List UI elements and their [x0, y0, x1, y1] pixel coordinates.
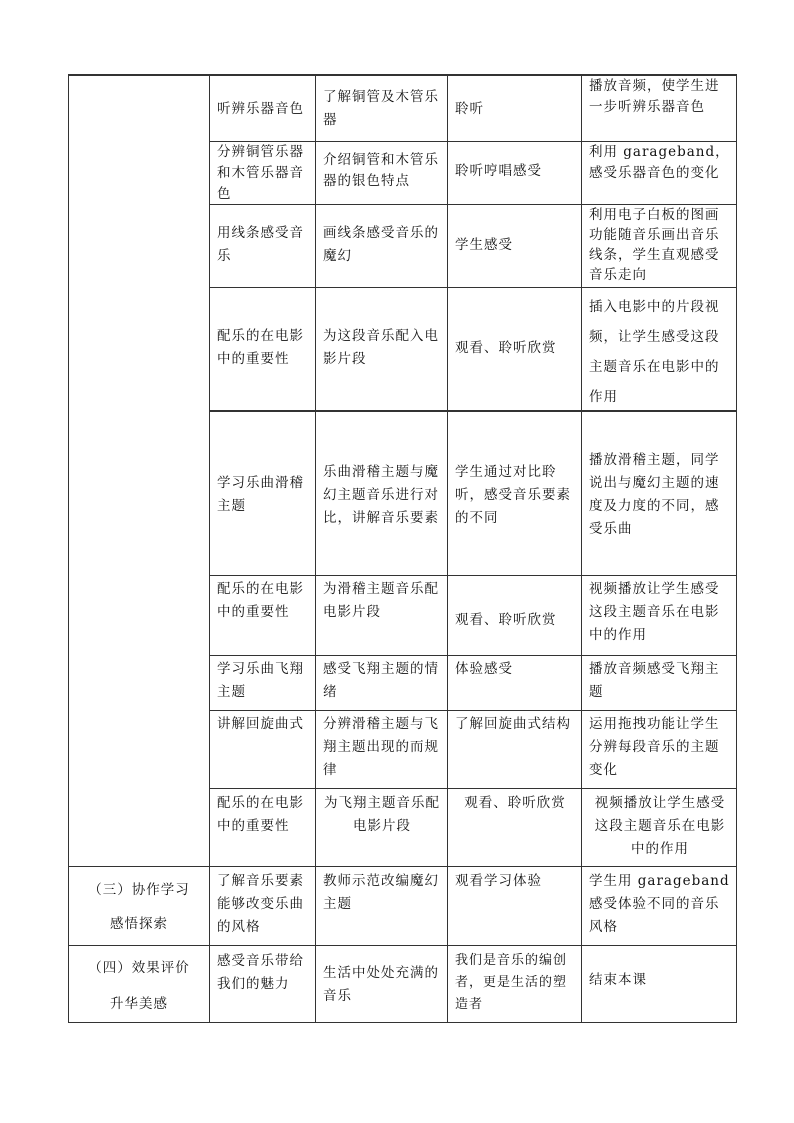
table-cell: 感受音乐带给我们的魅力	[217, 953, 304, 992]
table-cell: 配乐的在电影中的重要性	[217, 581, 304, 620]
table-cell: 利用 garageband，感受乐器音色的变化	[589, 144, 730, 181]
table-cell: 观看、聆听欣赏	[455, 339, 557, 356]
table-cell: 学生通过对比聆听，感受音乐要素的不同	[455, 463, 571, 526]
table-cell: 体验感受	[455, 661, 513, 677]
table-cell: 了解铜管及木管乐器	[323, 89, 439, 128]
table-cell: 感受飞翔主题的情绪	[323, 661, 439, 700]
table-cell: 讲解回旋曲式	[217, 716, 304, 732]
table-cell: 为这段音乐配入电影片段	[323, 328, 439, 367]
table-cell: 配乐的在电影中的重要性	[217, 795, 304, 834]
table-cell: 播放滑稽主题，同学说出与魔幻主题的速度及力度的不同，感受乐曲	[589, 452, 720, 537]
table-cell: 用线条感受音乐	[217, 225, 304, 264]
table-cell: 聆听	[455, 100, 484, 117]
table-cell: 结束本课	[589, 971, 647, 988]
section-subtitle: 升华美感	[110, 996, 168, 1012]
section-title: （三）协作学习	[88, 882, 190, 898]
table-cell: 我们是音乐的编创者，更是生活的塑造者	[455, 953, 568, 1012]
table-cell: 分辨滑稽主题与飞翔主题出现的而规律	[323, 716, 439, 778]
table-cell: 了解回旋曲式结构	[455, 716, 571, 732]
table-cell: 插入电影中的片段视频，让学生感受这段主题音乐在电影中的作用	[589, 299, 720, 405]
table-cell: 播放音频感受飞翔主题	[589, 661, 720, 700]
table-cell: 运用拖拽功能让学生分辨每段音乐的主题变化	[589, 716, 720, 778]
table-cell: 介绍铜管和木管乐器的银色特点	[323, 152, 439, 189]
table-cell: 分辨铜管乐器和木管乐器音色	[217, 144, 304, 202]
table-cell: 生活中处处充满的音乐	[323, 965, 439, 1004]
table-cell: 视频播放让学生感受这段主题音乐在电影中的作用	[589, 581, 720, 643]
table-cell: 了解音乐要素能够改变乐曲的风格	[217, 873, 304, 935]
table-cell: 听辨乐器音色	[217, 100, 304, 117]
table-cell: 视频播放让学生感受这段主题音乐在电影中的作用	[594, 795, 726, 857]
table-cell: 观看学习体验	[455, 873, 542, 889]
table-cell: 画线条感受音乐的魔幻	[323, 225, 439, 264]
table-cell: 教师示范改编魔幻主题	[323, 873, 439, 912]
table-cell: 聆听哼唱感受	[455, 163, 542, 179]
table-cell: 学生感受	[455, 236, 513, 253]
table-cell: 利用电子白板的图画功能随音乐画出音乐线条，学生直观感受音乐走向	[589, 207, 720, 283]
table-cell: 观看、聆听欣赏	[455, 611, 557, 628]
section-title: （四）效果评价	[88, 960, 190, 976]
section-subtitle: 感悟探索	[110, 916, 168, 932]
table-cell: 学生用 garageband 感受体验不同的音乐风格	[589, 873, 730, 935]
table-cell: 乐曲滑稽主题与魔幻主题音乐进行对比，讲解音乐要素	[323, 463, 439, 526]
table-cell: 观看、聆听欣赏	[464, 795, 566, 811]
table-cell: 学习乐曲飞翔主题	[217, 661, 304, 700]
table-cell: 为滑稽主题音乐配电影片段	[323, 581, 439, 620]
table-cell: 学习乐曲滑稽主题	[217, 475, 304, 514]
table-cell: 播放音频，使学生进一步听辨乐器音色	[589, 78, 720, 115]
table-cell: 配乐的在电影中的重要性	[217, 328, 304, 367]
table-cell: 为飞翔主题音乐配电影片段	[324, 795, 440, 834]
